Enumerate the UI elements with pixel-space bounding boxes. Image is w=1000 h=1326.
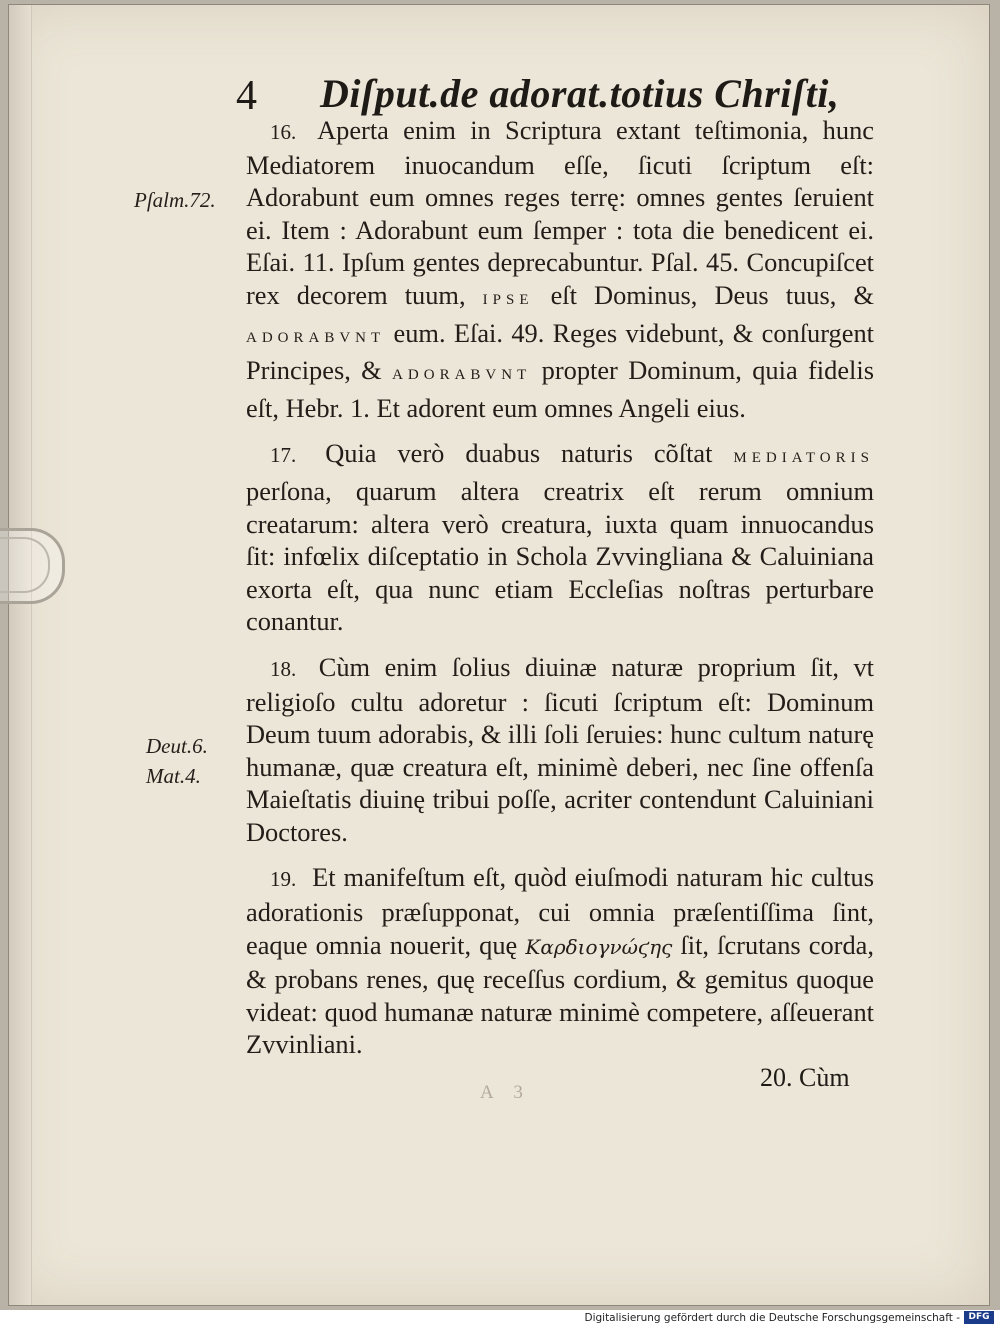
- paragraph-16: [246, 114, 874, 424]
- main-text: [246, 114, 874, 1061]
- paragraph-text: eum. Eſai. 49. Reges videbunt, & conſurgent Principes, &: [246, 317, 874, 386]
- paragraph-text: perſona, quarum altera creatrix eſt rerum omnium creatarum: altera verò creatura, iuxta quam innuocandus ſit: infœlix diſceptatio in Schola Zvvingliana & Caluiniana exorta eſt, qua nunc etiam Eccleſias noſtras perturbare conantur.: [246, 475, 874, 637]
- paragraph-text: propter Dominum, quia fidelis eſt, Hebr. 1. Et adorent eum omnes Angeli eius.: [246, 355, 874, 423]
- paragraph-text: Cùm enim ſolius diuinæ naturæ proprium ſit, vt religioſo cultu adoretur : ſicuti ſcriptum eſt: Dominum Deum tuum adorabis, & illi ſoli ſeruies: hunc cultum naturę humanæ, quæ creatura eſt, minimè deberi, nec ſine offenſa Maieſtatis diuinę tribui poſſe, acriter contendunt Caluiniani Doctores.: [246, 651, 874, 847]
- small-caps-word: MEDIATORIS: [733, 450, 874, 467]
- dfg-logo-icon: DFG: [964, 1311, 994, 1324]
- greek-word: Καρδιογνώϛης: [525, 934, 673, 959]
- small-caps-word: IPSE: [482, 291, 534, 308]
- paragraph-number: 19.: [270, 867, 297, 892]
- small-caps-word: ADORABVNT: [392, 367, 532, 384]
- catchword: 20. Cùm: [760, 1063, 850, 1092]
- margin-note-psalm: Pſalm.72.: [134, 188, 216, 212]
- paragraph-text: Quia verò duabus naturis cõſtat: [325, 438, 713, 469]
- margin-note-mat: Mat.4.: [146, 764, 201, 788]
- paragraph-18: [246, 651, 874, 849]
- paragraph-text: Et manifeſtum eſt, quòd eiuſmodi naturam hic cultus adorationis præſupponat, cui omnia præſentiſſima ſint, eaque omnia nouerit, quę: [246, 862, 874, 960]
- paragraph-number: 17.: [270, 443, 297, 468]
- margin-note-deut: Deut.6.: [146, 734, 208, 758]
- paragraph-19: [246, 861, 874, 1061]
- paragraph-number: 16.: [270, 120, 297, 144]
- paragraph-17: [246, 437, 874, 638]
- paragraph-text: Aperta enim in Scriptura extant teſtimonia, hunc Mediatorem inuocandum eſſe, ſicuti ſcriptum eſt: Adorabunt eum omnes reges terrę: omnes gentes ſeruient ei. Item : Adorabunt eum ſemper : tota die benedicent ei. Eſai. 11. Ipſum gentes deprecabuntur. Pſal. 45. Concupiſcet rex decorem tuum,: [246, 115, 874, 310]
- paragraph-number: 18.: [270, 656, 297, 681]
- paper-clip-inner-icon: [0, 537, 50, 593]
- footer-credit: Digitalisierung gefördert durch die Deutsche Forschungsgemeinschaft -: [584, 1312, 960, 1324]
- page-gutter-edge: [9, 5, 32, 1305]
- running-title: Diſput.de adorat.totius Chriſti,: [320, 71, 840, 116]
- paragraph-text: ſit, ſcrutans corda, & probans renes, quę receſſus cordium, & gemitus quoque videat: quod humanæ naturæ minimè competere, aſſeuerant Zvvinliani.: [246, 929, 874, 1060]
- paragraph-text: eſt Dominus, Deus tuus, &: [550, 279, 874, 310]
- page-number: 4: [236, 73, 257, 119]
- signature-mark: A 3: [480, 1082, 531, 1103]
- small-caps-word: ADORABVNT: [246, 329, 386, 346]
